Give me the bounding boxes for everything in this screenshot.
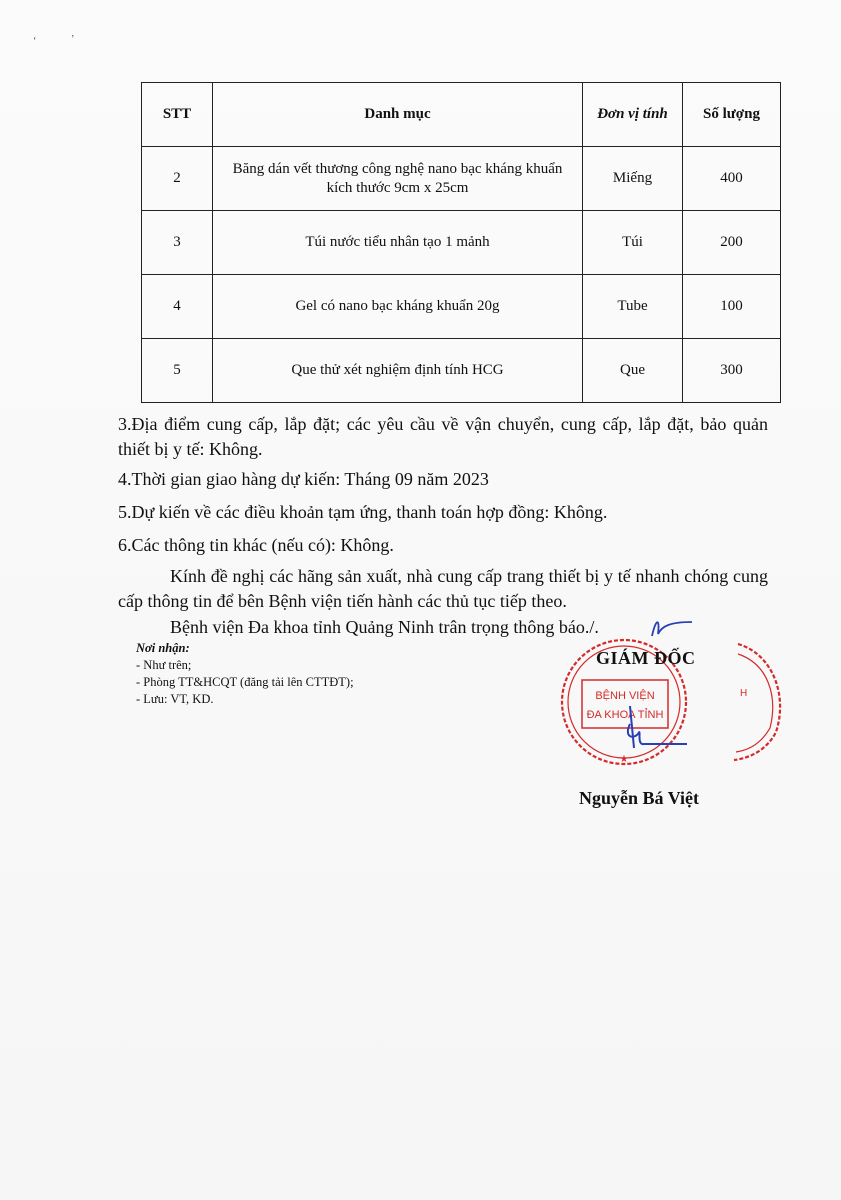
cell-name: Gel có nano bạc kháng khuẩn 20g (213, 275, 583, 339)
scan-speck: ’ (71, 34, 75, 45)
cell-qty: 200 (683, 211, 781, 275)
cell-unit: Tube (583, 275, 683, 339)
cell-unit: Miếng (583, 147, 683, 211)
svg-text:★: ★ (619, 754, 629, 765)
header-category: Danh mục (213, 83, 583, 147)
cell-unit: Túi (583, 211, 683, 275)
table-row (142, 275, 781, 339)
cell-stt: 4 (142, 275, 213, 339)
cell-qty: 100 (683, 275, 781, 339)
recipient-item: - Phòng TT&HCQT (đăng tải lên CTTĐT); (136, 675, 354, 689)
svg-text:H: H (740, 688, 748, 699)
cell-qty: 300 (683, 339, 781, 403)
header-unit: Đơn vị tính (583, 83, 683, 147)
cell-qty: 400 (683, 147, 781, 211)
table-row (142, 339, 781, 403)
paragraph-request: Kính đề nghị các hãng sản xuất, nhà cung cấp trang thiết bị y tế nhanh chóng cung cấp thông tin để bên Bệnh viện tiến hành các thủ tục tiếp theo. (118, 566, 768, 611)
header-stt: STT (142, 83, 213, 147)
cell-stt: 3 (142, 211, 213, 275)
paragraph-delivery-time: 4.Thời gian giao hàng dự kiến: Tháng 09 năm 2023 (118, 469, 489, 489)
table-row (142, 147, 781, 211)
table-header-row (142, 83, 781, 147)
recipients-label: Nơi nhận: (136, 641, 190, 655)
recipient-item: - Như trên; (136, 658, 192, 672)
cell-name: Băng dán vết thương công nghệ nano bạc kháng khuẩn kích thước 9cm x 25cm (213, 147, 583, 211)
paragraph-closing: Bệnh viện Đa khoa tỉnh Quảng Ninh trân trọng thông báo./. (170, 617, 599, 637)
cell-stt: 5 (142, 339, 213, 403)
cell-stt: 2 (142, 147, 213, 211)
stamp-line-2: ĐA KHOA TỈNH (586, 709, 664, 721)
paragraph-payment-terms: 5.Dự kiến về các điều khoản tạm ứng, thanh toán hợp đồng: Không. (118, 502, 608, 522)
signature-title: GIÁM ĐỐC (596, 648, 696, 668)
table-row (142, 211, 781, 275)
cell-unit: Que (583, 339, 683, 403)
recipient-item: - Lưu: VT, KD. (136, 692, 214, 706)
second-stamp-icon (728, 636, 788, 766)
cell-name: Que thử xét nghiệm định tính HCG (213, 339, 583, 403)
paragraph-other-info: 6.Các thông tin khác (nếu có): Không. (118, 535, 394, 555)
header-quantity: Số lượng (683, 83, 781, 147)
paragraph-delivery-location: 3.Địa điểm cung cấp, lắp đặt; các yêu cầu về vận chuyển, cung cấp, lắp đặt, bảo quản thiết bị y tế: Không. (118, 414, 768, 459)
items-table (141, 82, 781, 403)
signer-name: Nguyễn Bá Việt (579, 788, 700, 808)
cell-name: Túi nước tiểu nhân tạo 1 mảnh (213, 211, 583, 275)
scan-speck: ‘ (33, 36, 37, 47)
recipients-block (136, 640, 436, 708)
stamp-line-1: BỆNH VIỆN (595, 690, 655, 702)
